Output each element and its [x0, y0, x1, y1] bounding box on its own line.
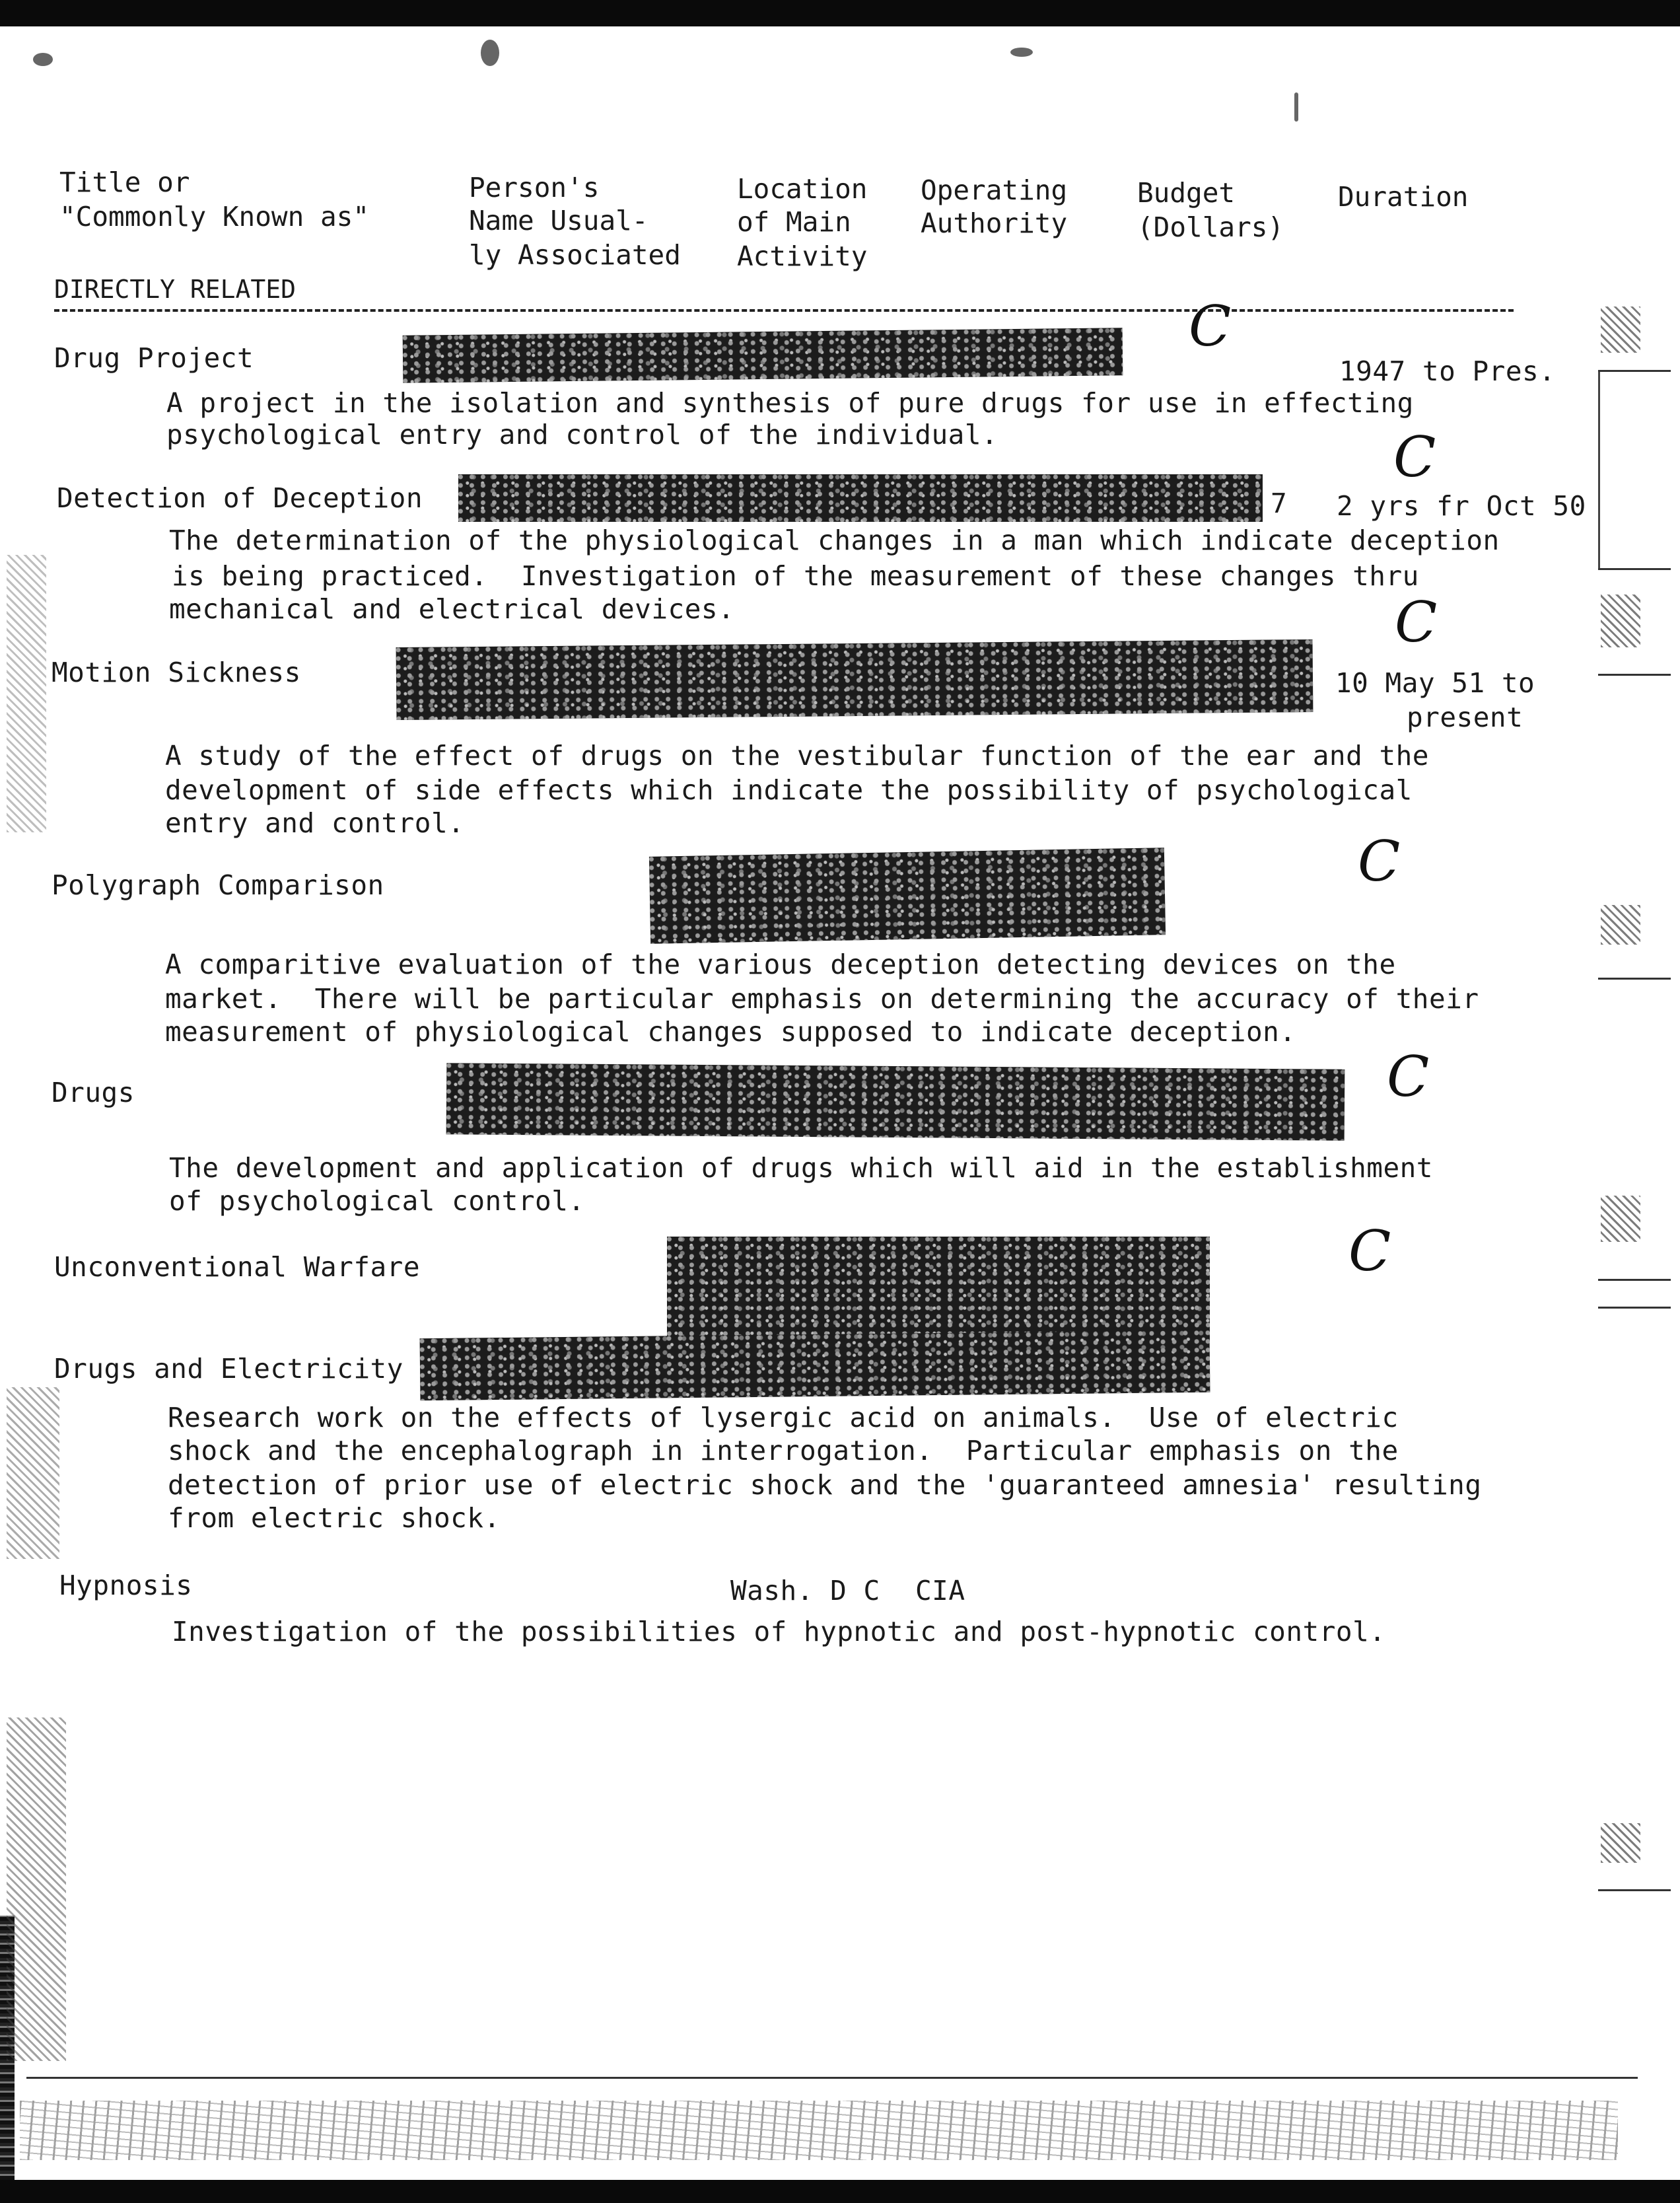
- entry-duration: 2 yrs fr Oct 50: [1337, 490, 1586, 522]
- scan-bottom-border: [0, 2180, 1680, 2203]
- scan-noise-strip: [20, 2101, 1618, 2160]
- entry-duration-line: present: [1407, 702, 1523, 733]
- entry-description-line: detection of prior use of electric shock and the 'guaranteed amnesia' resulting: [168, 1469, 1482, 1501]
- scan-top-border: [0, 0, 1680, 26]
- header-location-line1: Location: [737, 173, 868, 205]
- entry-description-line: of psychological control.: [169, 1185, 585, 1217]
- classification-mark: C: [1189, 294, 1232, 359]
- entry-description-line: psychological entry and control of the individual.: [166, 419, 998, 451]
- right-margin-line: [1598, 370, 1600, 568]
- entry-description-line: Research work on the effects of lysergic acid on animals. Use of electric: [168, 1402, 1399, 1433]
- entry-description-line: market. There will be particular emphasis on determining the accuracy of their: [165, 983, 1479, 1015]
- entry-description-line: is being practiced. Investigation of the measurement of these changes thru: [172, 560, 1419, 592]
- redaction-block: [446, 1063, 1345, 1140]
- scan-speck: [1010, 48, 1033, 57]
- entry-description-line: development of side effects which indicate the possibility of psychological: [165, 774, 1413, 806]
- right-margin-tick: [1598, 568, 1671, 570]
- redaction-block: [396, 639, 1313, 720]
- entry-title: Polygraph Comparison: [52, 869, 384, 901]
- entry-description-line: shock and the encephalograph in interrogation. Particular emphasis on the: [168, 1435, 1399, 1466]
- header-title-line1: Title or: [59, 166, 190, 198]
- header-title-line2: "Commonly Known as": [59, 201, 369, 233]
- classification-mark: C: [1348, 1219, 1391, 1283]
- header-authority-line2: Authority: [921, 207, 1068, 239]
- section-divider: [54, 309, 1514, 312]
- entry-title: Detection of Deception: [57, 482, 423, 514]
- right-margin-tick: [1598, 1307, 1671, 1309]
- scan-speck: [33, 53, 53, 66]
- scan-speck: [481, 40, 499, 66]
- section-label: DIRECTLY RELATED: [54, 275, 297, 304]
- scan-noise: [1601, 905, 1640, 945]
- entry-title: Motion Sickness: [52, 657, 301, 688]
- entry-description-line: Investigation of the possibilities of hypnotic and post-hypnotic control.: [172, 1616, 1386, 1647]
- right-margin-tick: [1598, 1279, 1671, 1281]
- entry-description-line: The determination of the physiological changes in a man which indicate deception: [169, 524, 1500, 556]
- scan-noise: [7, 555, 46, 832]
- scan-noise: [7, 1387, 59, 1559]
- entry-description-line: measurement of physiological changes supposed to indicate deception.: [165, 1016, 1296, 1048]
- entry-title: Drug Project: [54, 342, 254, 374]
- scan-noise: [1601, 1823, 1640, 1863]
- header-person-line2: Name Usual-: [469, 205, 648, 236]
- entry-extra-mark: 7: [1271, 488, 1288, 519]
- entry-description-line: mechanical and electrical devices.: [169, 593, 735, 625]
- entry-description-line: from electric shock.: [168, 1502, 501, 1534]
- entry-description-line: A project in the isolation and synthesis of pure drugs for use in effecting: [166, 387, 1414, 419]
- scan-noise: [7, 1717, 66, 2061]
- classification-mark: C: [1387, 1044, 1430, 1109]
- redaction-block: [458, 474, 1263, 522]
- redaction-block: [420, 1330, 1210, 1401]
- header-budget-line2: (Dollars): [1137, 211, 1284, 243]
- entry-duration: 1947 to Pres.: [1339, 355, 1556, 387]
- scan-speck: [1294, 92, 1298, 122]
- entry-title: Hypnosis: [59, 1570, 193, 1601]
- entry-authority: CIA: [915, 1575, 965, 1607]
- entry-description-line: entry and control.: [165, 807, 465, 839]
- right-margin-tick: [1598, 978, 1671, 980]
- entry-description-line: The development and application of drugs which will aid in the establishment: [169, 1152, 1433, 1184]
- redaction-block: [649, 848, 1166, 944]
- header-authority-line1: Operating: [921, 174, 1068, 206]
- classification-mark: C: [1393, 425, 1436, 489]
- redaction-block: [667, 1237, 1210, 1342]
- redaction-block: [403, 328, 1123, 382]
- entry-title: Drugs and Electricity: [54, 1353, 403, 1385]
- classification-mark: C: [1395, 590, 1438, 655]
- header-location-line3: Activity: [737, 240, 868, 272]
- scan-noise: [1601, 307, 1640, 353]
- right-margin-tick: [1598, 1889, 1671, 1891]
- right-margin-tick: [1598, 674, 1671, 676]
- header-budget-line1: Budget: [1137, 177, 1236, 209]
- header-duration: Duration: [1338, 181, 1469, 213]
- bottom-rule: [26, 2077, 1638, 2079]
- entry-duration-line: 10 May 51 to: [1335, 667, 1535, 699]
- entry-title: Unconventional Warfare: [54, 1251, 421, 1283]
- entry-location: Wash. D C: [730, 1575, 880, 1607]
- header-location-line2: of Main: [737, 206, 851, 238]
- entry-title: Drugs: [52, 1077, 135, 1108]
- header-person-line1: Person's: [469, 172, 600, 203]
- scan-noise: [1601, 595, 1640, 647]
- scan-noise: [1601, 1196, 1640, 1242]
- header-person-line3: ly Associated: [469, 239, 681, 271]
- entry-description-line: A comparitive evaluation of the various deception detecting devices on the: [165, 949, 1396, 980]
- right-margin-tick: [1598, 370, 1671, 372]
- classification-mark: C: [1358, 829, 1401, 894]
- entry-description-line: A study of the effect of drugs on the vestibular function of the ear and the: [165, 740, 1429, 772]
